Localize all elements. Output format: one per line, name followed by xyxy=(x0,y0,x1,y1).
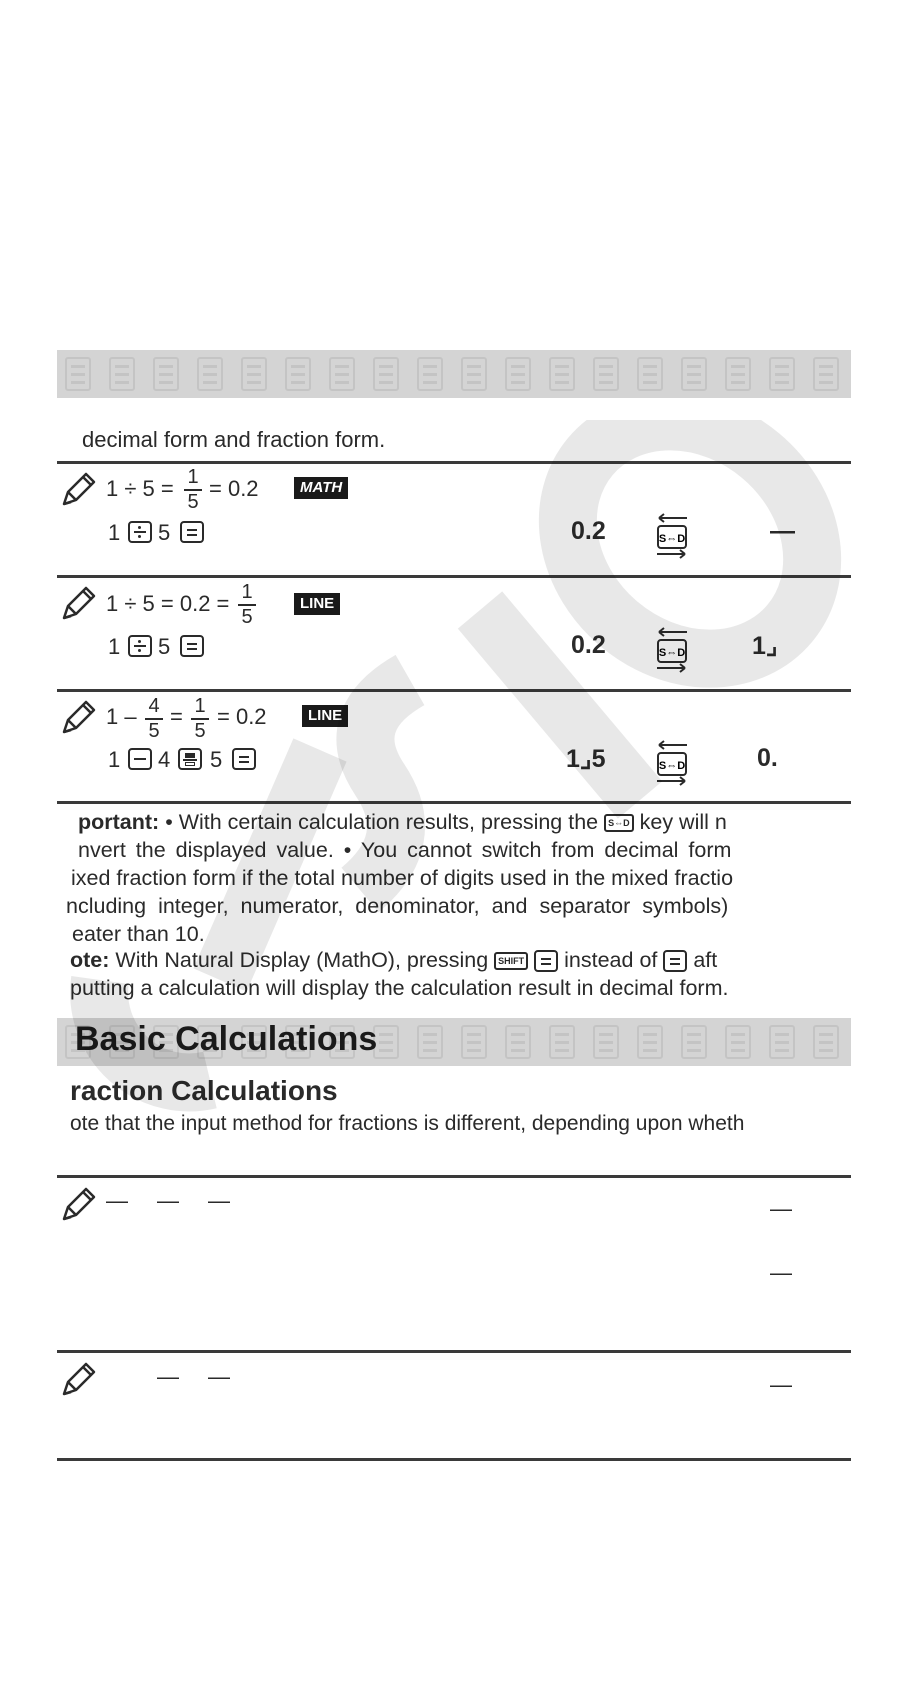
band-pattern-cell xyxy=(461,357,487,391)
fraction-numerator: 1 xyxy=(187,466,199,488)
important-line-3: ixed fraction form if the total number of digits used in the mixed fractio xyxy=(71,866,734,890)
subheading: raction Calculations xyxy=(70,1075,338,1106)
note-line-1a: With Natural Display (MathO), pressing xyxy=(115,948,489,972)
sd-key-arrows-icon xyxy=(649,512,695,560)
band-pattern-cell xyxy=(725,357,751,391)
example-3-expr-a: 1 – xyxy=(106,704,137,729)
line-mode-badge: LINE xyxy=(302,705,348,727)
note-line-2: putting a calculation will display the calculation result in decimal form. xyxy=(70,976,729,1000)
example-3-equals: = xyxy=(170,704,183,729)
fraction-denominator: 5 xyxy=(187,491,199,513)
divider xyxy=(57,689,851,692)
key-5: 5 xyxy=(210,747,223,772)
pencil-icon xyxy=(58,1185,98,1225)
sd-key-icon: S⇔D xyxy=(604,814,634,832)
example-1-expr-a: 1 ÷ 5 = xyxy=(106,476,174,501)
band-pattern-cell xyxy=(109,357,135,391)
equals-key-icon xyxy=(534,950,558,972)
band-pattern-cell xyxy=(681,1025,707,1059)
fraction-key-icon xyxy=(178,748,202,770)
equals-key-icon xyxy=(180,635,204,657)
band-pattern-cell xyxy=(593,357,619,391)
fraction-numerator: 4 xyxy=(148,695,160,717)
sd-key-arrows-icon xyxy=(649,626,695,674)
band-pattern-cell xyxy=(417,357,443,391)
example-2-expr-a: 1 ÷ 5 = 0.2 = xyxy=(106,591,230,616)
fraction-denominator: 5 xyxy=(148,720,160,742)
band-pattern-cell xyxy=(417,1025,443,1059)
band-pattern-cell xyxy=(505,1025,531,1059)
band-pattern-cell xyxy=(725,1025,751,1059)
band-pattern-cell xyxy=(549,1025,575,1059)
divider xyxy=(57,1175,851,1178)
band-pattern-cell xyxy=(593,1025,619,1059)
key-1: 1 xyxy=(108,747,121,772)
divide-key-icon xyxy=(128,635,152,657)
fraction-bar: — xyxy=(770,1260,792,1285)
pencil-icon xyxy=(58,1360,98,1400)
line-mode-badge: LINE xyxy=(294,593,340,615)
band-pattern-cell xyxy=(461,1025,487,1059)
band-pattern-cell xyxy=(241,357,267,391)
section-band-top xyxy=(57,350,851,398)
divide-key-icon xyxy=(128,521,152,543)
important-line-1-end: key will n xyxy=(639,810,727,834)
divider xyxy=(57,1350,851,1353)
sub-note: ote that the input method for fractions is different, depending upon wheth xyxy=(70,1112,745,1135)
key-4: 4 xyxy=(158,747,171,772)
band-pattern-cell xyxy=(813,1025,839,1059)
band-pattern-cell xyxy=(637,357,663,391)
fraction-bar: — xyxy=(208,1188,230,1213)
svg-text:S⇔D: S⇔D xyxy=(658,533,686,545)
example-2-fraction xyxy=(238,582,256,628)
band-pattern-cell xyxy=(153,357,179,391)
fraction-bar: — xyxy=(208,1364,230,1389)
fraction-bar: — xyxy=(106,1188,128,1213)
band-pattern-cell xyxy=(65,357,91,391)
fraction-numerator: 1 xyxy=(194,695,206,717)
divider xyxy=(57,461,851,464)
divider xyxy=(57,801,851,804)
band-pattern-cell xyxy=(285,357,311,391)
fraction-denominator: 5 xyxy=(194,720,206,742)
key-5: 5 xyxy=(158,634,171,659)
band-pattern-cell xyxy=(549,357,575,391)
example-1-expr-b: = 0.2 xyxy=(209,476,259,501)
pencil-icon xyxy=(58,698,98,738)
divider xyxy=(57,575,851,578)
key-1: 1 xyxy=(108,520,121,545)
section-heading: Basic Calculations xyxy=(75,1020,378,1058)
minus-key-icon xyxy=(128,748,152,770)
equals-key-icon xyxy=(663,950,687,972)
band-pattern-cell xyxy=(681,357,707,391)
fraction-bar: — xyxy=(770,1372,792,1397)
band-pattern-cell xyxy=(769,357,795,391)
important-line-1: • With certain calculation results, pressing the xyxy=(165,810,599,834)
note-line-1b: instead of xyxy=(564,948,658,972)
fraction-bar: — xyxy=(770,1196,792,1221)
band-pattern-cell xyxy=(813,357,839,391)
example-3-fraction-2 xyxy=(191,696,209,742)
important-line-2: nvert the displayed value. • You cannot switch from decimal form xyxy=(78,838,732,862)
equals-key-icon xyxy=(180,521,204,543)
note-label: ote: xyxy=(70,948,110,972)
important-line-4: ncluding integer, numerator, denominator, and separator symbols) xyxy=(66,894,729,918)
svg-text:S⇔D: S⇔D xyxy=(658,760,686,772)
pencil-icon xyxy=(58,584,98,624)
band-pattern-cell xyxy=(505,357,531,391)
band-pattern-cell xyxy=(769,1025,795,1059)
divider xyxy=(57,1458,851,1461)
important-label: portant: xyxy=(78,810,160,834)
math-mode-badge: MATH xyxy=(294,477,348,499)
fraction-bar: — xyxy=(157,1364,179,1389)
result-decimal: 0. xyxy=(757,744,778,772)
band-pattern-cell xyxy=(637,1025,663,1059)
important-line-5: eater than 10. xyxy=(72,922,205,946)
result-fraction: 1⌟5 xyxy=(566,745,606,773)
example-3-expr-b: = 0.2 xyxy=(217,704,267,729)
key-1: 1 xyxy=(108,634,121,659)
important-note xyxy=(66,808,846,948)
note-line-1c: aft xyxy=(693,948,718,972)
shift-key-icon: SHIFT xyxy=(494,952,528,970)
fraction-denominator: 5 xyxy=(241,606,253,628)
note xyxy=(70,946,850,1002)
band-pattern-cell xyxy=(197,357,223,391)
band-pattern-cell xyxy=(373,357,399,391)
example-1-fraction xyxy=(184,467,202,513)
result-fraction: 1⌟ xyxy=(752,632,778,660)
key-5: 5 xyxy=(158,520,171,545)
result-decimal: 0.2 xyxy=(571,631,606,659)
result-decimal: 0.2 xyxy=(571,517,606,545)
equals-key-icon xyxy=(232,748,256,770)
intro-text: decimal form and fraction form. xyxy=(82,427,386,452)
example-3-fraction-1 xyxy=(145,696,163,742)
sd-key-arrows-icon xyxy=(649,739,695,787)
fraction-bar: — xyxy=(157,1188,179,1213)
fraction-numerator: 1 xyxy=(241,581,253,603)
pencil-icon xyxy=(58,470,98,510)
result-fraction: — xyxy=(770,517,795,545)
svg-text:S⇔D: S⇔D xyxy=(658,647,686,659)
band-pattern-cell xyxy=(329,357,355,391)
